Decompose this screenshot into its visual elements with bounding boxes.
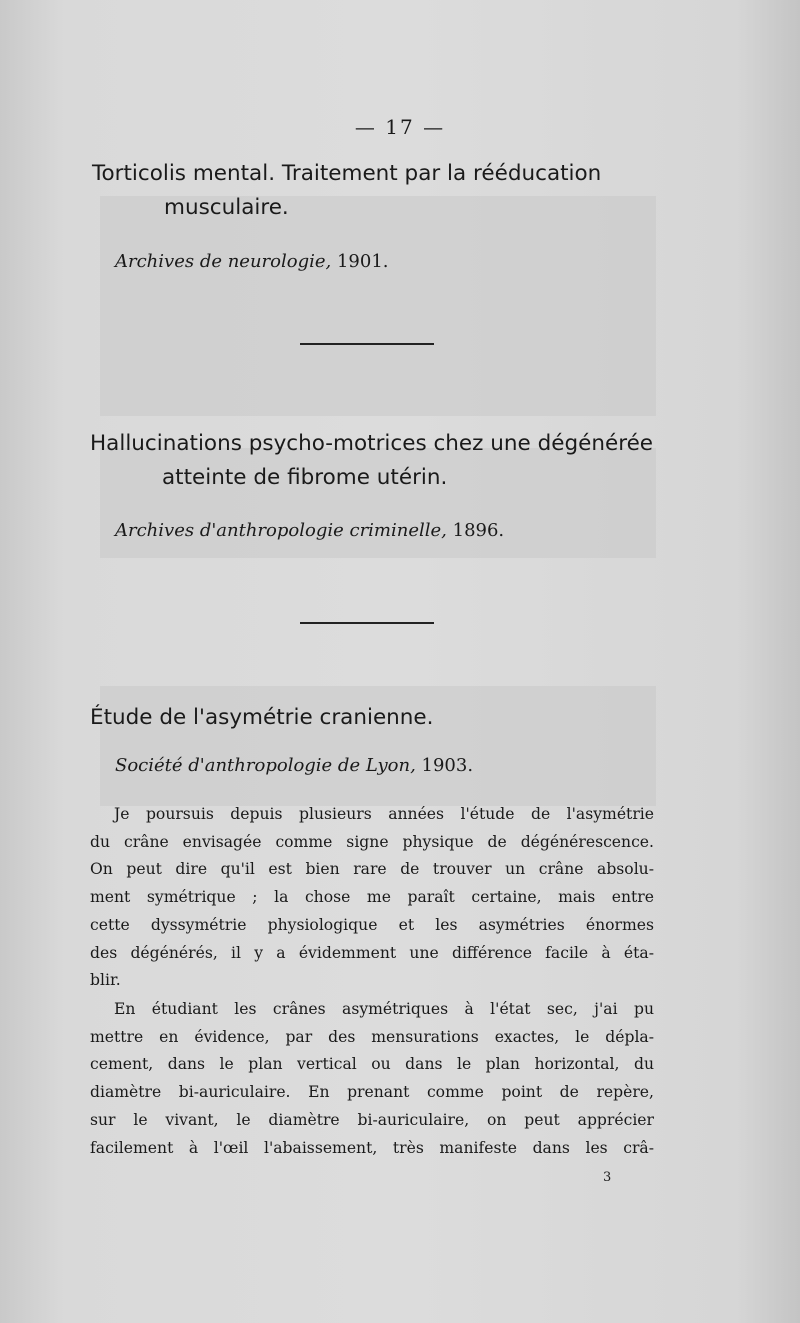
text-line: diamètre bi-auriculaire. En prenant comme point de repère,	[90, 1083, 654, 1102]
section-source	[115, 520, 504, 541]
signature-mark: 3	[603, 1170, 612, 1185]
text-line: facilement à l'œil l'abaissement, très manifeste dans les crâ-	[90, 1138, 654, 1157]
source-journal: Archives d'anthropologie criminelle,	[115, 520, 447, 541]
paragraph	[90, 996, 654, 1162]
text-line: cette dyssymétrie physiologique et les asymétries énormes	[90, 915, 654, 934]
page-header: — 17 —	[354, 115, 446, 139]
section-title-line: atteinte de fibrome utérin.	[162, 465, 448, 490]
text-line: Je poursuis depuis plusieurs années l'étude de l'asymétrie	[114, 805, 654, 823]
text-line: blir.	[90, 971, 121, 990]
text-line: du crâne envisagée comme signe physique de dégénérescence.	[90, 832, 654, 851]
text-line: cement, dans le plan vertical ou dans le plan horizontal, du	[90, 1055, 654, 1074]
section-title	[90, 427, 653, 495]
bleed-through-block	[100, 196, 656, 416]
paragraph	[90, 801, 654, 995]
text-line: mettre en évidence, par des mensurations exactes, le dépla-	[90, 1027, 654, 1046]
text-line: sur le vivant, le diamètre bi-auriculaire, on peut apprécier	[90, 1110, 654, 1129]
source-journal: Archives de neurologie,	[115, 251, 332, 272]
section-divider	[300, 343, 434, 345]
section-divider	[300, 622, 434, 624]
section-title	[90, 701, 434, 735]
text-line: ment symétrique ; la chose me paraît certaine, mais entre	[90, 888, 654, 907]
section-source	[115, 755, 473, 776]
section-title-line: Étude de l'asymétrie cranienne.	[90, 705, 434, 730]
source-year: 1901.	[331, 251, 389, 272]
source-year: 1896.	[446, 520, 505, 541]
section-title-line: Torticolis mental. Traitement par la rééducation	[92, 161, 602, 186]
text-line: En étudiant les crânes asymétriques à l'état sec, j'ai pu	[114, 1000, 654, 1018]
section-title-line: musculaire.	[164, 195, 289, 220]
text-line: On peut dire qu'il est bien rare de trouver un crâne absolu-	[90, 860, 654, 879]
section-title	[92, 157, 601, 225]
source-journal: Société d'anthropologie de Lyon,	[115, 755, 416, 776]
section-title-line: Hallucinations psycho-motrices chez une dégénérée	[90, 431, 654, 456]
source-year: 1903.	[415, 755, 474, 776]
text-line: des dégénérés, il y a évidemment une différence facile à éta-	[90, 943, 654, 962]
section-source	[115, 251, 389, 272]
